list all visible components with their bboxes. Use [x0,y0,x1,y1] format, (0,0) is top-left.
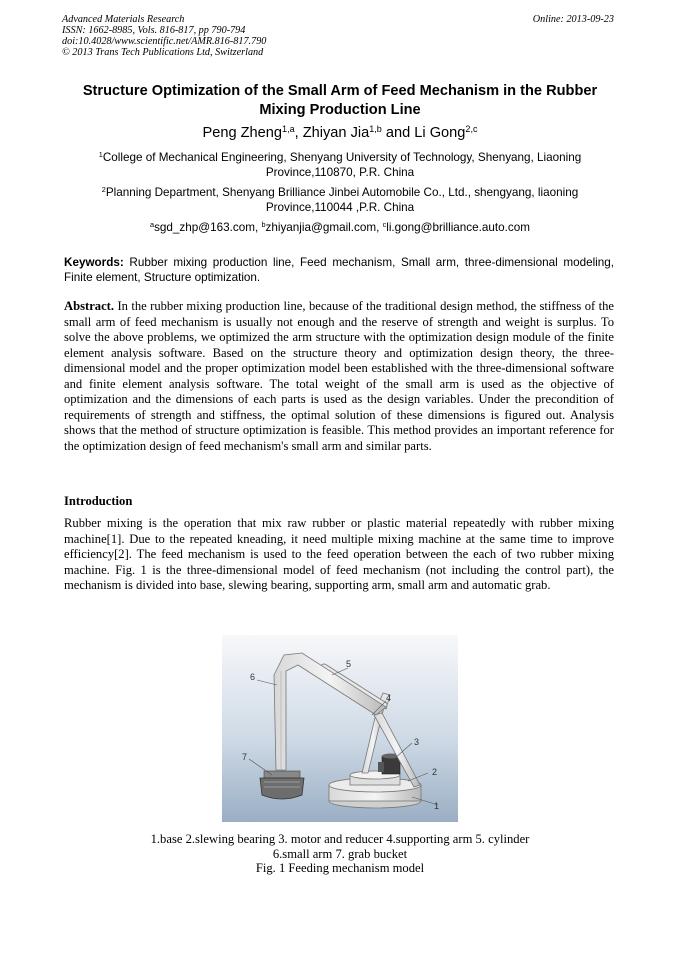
abstract-paragraph [64,299,614,454]
part-label-4: 4 [386,693,392,703]
caption-line: 1.base 2.slewing bearing 3. motor and reducer 4.supporting arm 5. cylinder [150,832,530,846]
email-address: li.gong@brilliance.auto.com [386,221,530,234]
email-address: zhiyanjia@gmail.com, [265,221,383,234]
affiliation-superscript: 2 [101,185,106,195]
part-label-3: 3 [414,737,420,747]
caption-line: Fig. 1 Feeding mechanism model [255,861,425,875]
author-list [70,124,610,142]
author-name: Peng Zheng [202,125,283,141]
author-superscript: 1,b [369,124,382,135]
author-separator: and [381,125,415,141]
author-name: Zhiyan Jia [302,125,370,141]
section-heading: Introduction [64,494,133,508]
journal-header [62,14,266,58]
affiliation-text: Planning Department, Shenyang Brilliance Jinbei Automobile Co., Ltd., shengyang, liaoning Province,110044 ,P.R. China [105,186,579,214]
online-date: Online: 2013-09-23 [532,14,614,25]
part-label-1: 1 [434,801,440,811]
email-superscript: b [261,220,266,230]
figure-caption [90,832,590,876]
abstract-text: In the rubber mixing production line, because of the traditional design method, the stiffness of the small arm of feed mechanism is usually not enough and the reserve of strength and weight is surplus. To solve the above problems, we optimized the arm structure with the optimization design module of the finite element analysis software. Based on the structure theory and optimization design theory, the three-dimensional model and the proper optimization model been established with the three-dimensional software and finite element analysis software. The total weight of the small arm is used as the objective of optimization and the dimensions of each parts is used as the design variables. Under the precondition of requirements of strength and stiffness, the optimal solution of these dimensions is figured out. Analysis shows that the method of structure optimization is feasible. This method provides an important reference for the optimization design of feed mechanism's small arm and similar parts. [64,299,614,453]
email-list [70,220,610,235]
affiliation [72,185,608,215]
affiliation-text: College of Mechanical Engineering, Shenyang University of Technology, Shenyang, Liaoning Province,110870, P.R. China [102,151,582,179]
part-label-7: 7 [242,752,248,762]
grab-bucket [260,771,304,799]
feed-mechanism-model-image [222,635,458,822]
paper-title: Structure Optimization of the Small Arm of Feed Mechanism in the Rubber Mixing Production Line [82,83,598,118]
part-label-6: 6 [250,672,256,682]
part-label-2: 2 [432,767,438,777]
journal-issn: ISSN: 1662-8985, Vols. 816-817, pp 790-794 [62,25,246,36]
author-superscript: 1,a [282,124,295,135]
affiliation-superscript: 1 [98,150,103,160]
keywords-label: Keywords: [64,256,124,269]
keywords-paragraph [64,255,614,285]
author-name: Li Gong [414,125,466,141]
keywords-text: Rubber mixing production line, Feed mechanism, Small arm, three-dimensional modeling, Finite element, Structure optimization. [64,256,615,284]
caption-line: 6.small arm 7. grab bucket [272,846,408,861]
introduction-paragraph: Rubber mixing is the operation that mix raw rubber or plastic material repeatedly with rubber mixing machine[1]. Due to the repeated kneading, it need multiple mixing machine at the same time to improve efficiency[2]. The feed mechanism is used to the feed operation between the each of two rubber mixing machine. Fig. 1 is the three-dimensional model of feed mechanism (not including the control part), the mechanism is divided into base, slewing bearing, supporting arm, small arm and automatic grab. [64,516,614,592]
journal-doi: doi:10.4028/www.scientific.net/AMR.816-817.790 [62,36,267,47]
author-separator: , [294,125,303,141]
journal-name: Advanced Materials Research [62,14,185,25]
email-superscript: c [382,220,387,230]
journal-copyright: © 2013 Trans Tech Publications Ltd, Switzerland [62,47,264,58]
part-label-5: 5 [346,659,352,669]
affiliation [72,150,608,180]
feed-mechanism-figure [222,635,458,822]
email-address: sgd_zhp@163.com, [154,221,262,234]
author-superscript: 2,c [465,124,478,135]
abstract-label: Abstract. [64,299,115,313]
email-superscript: a [150,220,155,230]
